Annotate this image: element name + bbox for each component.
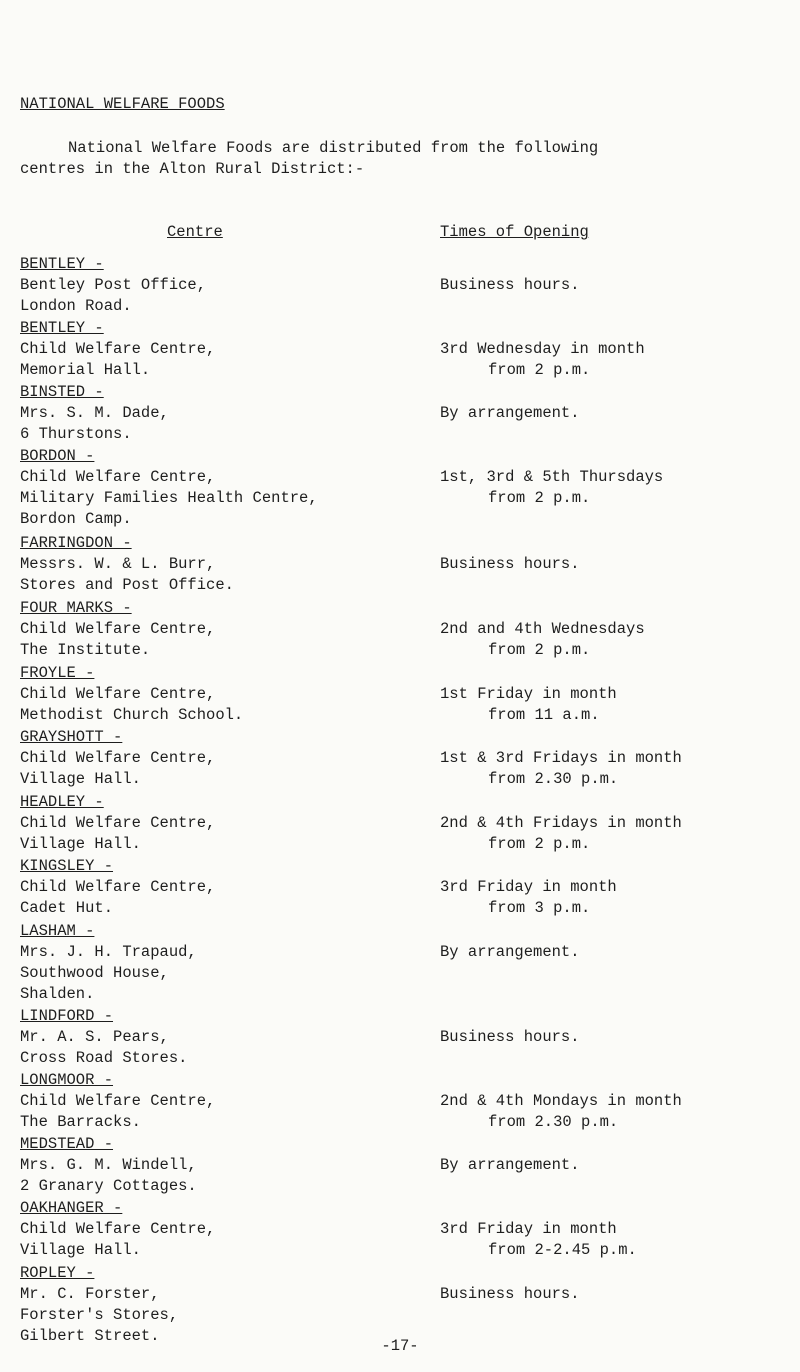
opening-times-line: Business hours. — [440, 276, 580, 294]
address-line: Gilbert Street. — [20, 1327, 160, 1345]
centre-name: FARRINGDON - — [20, 534, 132, 552]
opening-times-line: 1st & 3rd Fridays in month — [440, 749, 682, 767]
address-line: Village Hall. — [20, 835, 141, 853]
opening-times — [440, 813, 780, 855]
opening-times-line: from 2.30 p.m. — [488, 770, 619, 788]
opening-times-line: Business hours. — [440, 1028, 580, 1046]
centre-name: BENTLEY - — [20, 319, 104, 337]
address-line: Mrs. J. H. Trapaud, — [20, 943, 197, 961]
address-line: Mrs. S. M. Dade, — [20, 404, 169, 422]
opening-times — [440, 684, 780, 726]
centre-address — [20, 1091, 430, 1133]
opening-times — [440, 403, 780, 424]
centre-cell — [20, 318, 430, 381]
centre-cell — [20, 1263, 430, 1347]
opening-times — [440, 554, 780, 575]
opening-times-line: from 2 p.m. — [488, 361, 591, 379]
centre-name: ROPLEY - — [20, 1264, 95, 1282]
address-line: The Institute. — [20, 641, 151, 659]
opening-times-line: 2nd & 4th Fridays in month — [440, 814, 682, 832]
centre-cell — [20, 921, 430, 1005]
address-line: Child Welfare Centre, — [20, 340, 216, 358]
page-number: -17- — [381, 1337, 419, 1355]
centre-address — [20, 403, 430, 445]
centre-address — [20, 554, 430, 596]
centre-cell — [20, 382, 430, 445]
centre-name: LASHAM - — [20, 922, 95, 940]
address-line: Stores and Post Office. — [20, 576, 234, 594]
opening-times — [440, 467, 780, 509]
opening-times — [440, 1155, 780, 1176]
opening-times-line: By arrangement. — [440, 404, 580, 422]
opening-times-line: from 2 p.m. — [488, 641, 591, 659]
address-line: Cross Road Stores. — [20, 1049, 188, 1067]
opening-times — [440, 619, 780, 661]
opening-times-line: 3rd Wednesday in month — [440, 340, 645, 358]
address-line: Memorial Hall. — [20, 361, 151, 379]
centre-name: BINSTED - — [20, 383, 104, 401]
opening-times — [440, 1219, 780, 1261]
centre-address — [20, 619, 430, 661]
centre-name: BENTLEY - — [20, 255, 104, 273]
opening-times-line: 3rd Friday in month — [440, 878, 617, 896]
centre-name: HEADLEY - — [20, 793, 104, 811]
address-line: 6 Thurstons. — [20, 425, 132, 443]
centre-address — [20, 942, 430, 1005]
opening-times-line: Business hours. — [440, 555, 580, 573]
centre-address — [20, 275, 430, 317]
address-line: Forster's Stores, — [20, 1306, 179, 1324]
centre-address — [20, 339, 430, 381]
opening-times-line: 2nd and 4th Wednesdays — [440, 620, 645, 638]
centre-cell — [20, 727, 430, 790]
centre-address — [20, 1027, 430, 1069]
opening-times-line: from 2 p.m. — [488, 489, 591, 507]
opening-times — [440, 1091, 780, 1133]
centre-cell — [20, 1198, 430, 1261]
opening-times — [440, 339, 780, 381]
centre-cell — [20, 254, 430, 317]
centre-cell — [20, 446, 430, 530]
centre-address — [20, 813, 430, 855]
intro-line-2: centres in the Alton Rural District:- — [20, 160, 365, 178]
centre-address — [20, 467, 430, 530]
centre-cell — [20, 1006, 430, 1069]
opening-times-line: By arrangement. — [440, 943, 580, 961]
opening-times — [440, 748, 780, 790]
address-line: Child Welfare Centre, — [20, 685, 216, 703]
centre-address — [20, 748, 430, 790]
address-line: Child Welfare Centre, — [20, 749, 216, 767]
address-line: Southwood House, — [20, 964, 169, 982]
centre-name: MEDSTEAD - — [20, 1135, 114, 1153]
column-header-centre: Centre — [167, 223, 223, 241]
centre-address — [20, 1219, 430, 1261]
address-line: Cadet Hut. — [20, 899, 114, 917]
opening-times — [440, 877, 780, 919]
opening-times-line: Business hours. — [440, 1285, 580, 1303]
opening-times — [440, 1284, 780, 1305]
opening-times-line: 1st Friday in month — [440, 685, 617, 703]
column-header-times: Times of Opening — [440, 223, 589, 241]
address-line: Messrs. W. & L. Burr, — [20, 555, 216, 573]
opening-times-line: 2nd & 4th Mondays in month — [440, 1092, 682, 1110]
address-line: Bordon Camp. — [20, 510, 132, 528]
address-line: Child Welfare Centre, — [20, 1220, 216, 1238]
opening-times-line: from 2-2.45 p.m. — [488, 1241, 637, 1259]
address-line: Village Hall. — [20, 1241, 141, 1259]
address-line: Child Welfare Centre, — [20, 620, 216, 638]
centre-name: LINDFORD - — [20, 1007, 114, 1025]
centre-name: GRAYSHOTT - — [20, 728, 123, 746]
intro-paragraph — [20, 138, 780, 180]
centre-name: FROYLE - — [20, 664, 95, 682]
opening-times-line: 1st, 3rd & 5th Thursdays — [440, 468, 664, 486]
centre-cell — [20, 663, 430, 726]
address-line: Military Families Health Centre, — [20, 489, 318, 507]
page-heading: NATIONAL WELFARE FOODS — [20, 95, 225, 113]
address-line: Village Hall. — [20, 770, 141, 788]
address-line: Child Welfare Centre, — [20, 468, 216, 486]
address-line: Mrs. G. M. Windell, — [20, 1156, 197, 1174]
centre-cell — [20, 792, 430, 855]
centre-address — [20, 877, 430, 919]
centre-name: OAKHANGER - — [20, 1199, 123, 1217]
address-line: Mr. C. Forster, — [20, 1285, 160, 1303]
intro-line-1: National Welfare Foods are distributed from the following — [68, 139, 599, 157]
opening-times — [440, 275, 780, 296]
centre-cell — [20, 533, 430, 596]
centre-name: FOUR MARKS - — [20, 599, 132, 617]
address-line: London Road. — [20, 297, 132, 315]
centre-cell — [20, 1070, 430, 1133]
centre-name: BORDON - — [20, 447, 95, 465]
centre-address — [20, 684, 430, 726]
opening-times-line: By arrangement. — [440, 1156, 580, 1174]
address-line: Methodist Church School. — [20, 706, 244, 724]
opening-times-line: from 11 a.m. — [488, 706, 600, 724]
address-line: 2 Granary Cottages. — [20, 1177, 197, 1195]
opening-times — [440, 1027, 780, 1048]
address-line: Child Welfare Centre, — [20, 814, 216, 832]
opening-times-line: 3rd Friday in month — [440, 1220, 617, 1238]
centre-name: KINGSLEY - — [20, 857, 114, 875]
centre-address — [20, 1155, 430, 1197]
centre-cell — [20, 856, 430, 919]
centre-cell — [20, 598, 430, 661]
address-line: Child Welfare Centre, — [20, 878, 216, 896]
address-line: The Barracks. — [20, 1113, 141, 1131]
address-line: Shalden. — [20, 985, 95, 1003]
opening-times-line: from 2 p.m. — [488, 835, 591, 853]
address-line: Bentley Post Office, — [20, 276, 207, 294]
opening-times-line: from 2.30 p.m. — [488, 1113, 619, 1131]
centre-cell — [20, 1134, 430, 1197]
opening-times — [440, 942, 780, 963]
opening-times-line: from 3 p.m. — [488, 899, 591, 917]
address-line: Child Welfare Centre, — [20, 1092, 216, 1110]
address-line: Mr. A. S. Pears, — [20, 1028, 169, 1046]
centre-name: LONGMOOR - — [20, 1071, 114, 1089]
